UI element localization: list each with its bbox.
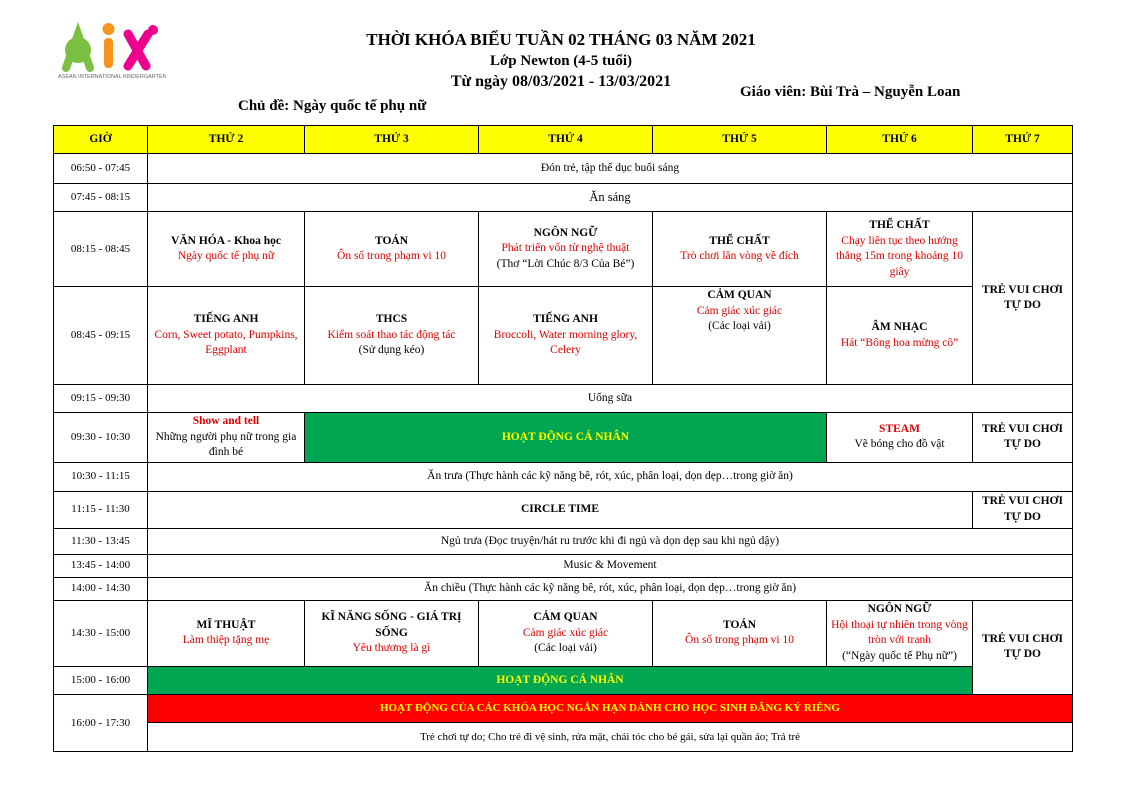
lesson-topic: Ôn số trong phạm vi 10 [337, 250, 446, 263]
time-cell: 16:00 - 17:30 [54, 694, 148, 751]
lesson-note: (Thơ “Lời Chúc 8/3 Của Bé”) [496, 257, 635, 270]
free-play-cell: TRẺ VUI CHƠI TỰ DO [973, 600, 1073, 694]
col-header-wed: THỨ 4 [479, 126, 653, 154]
table-row [54, 694, 1073, 722]
lesson-cell-fri [827, 600, 973, 666]
lesson-cell-thu [653, 600, 827, 666]
circle-time-cell: CIRCLE TIME [148, 491, 973, 528]
table-row [54, 184, 1073, 212]
lesson-cell-fri [827, 287, 973, 385]
lesson-topic: Vẽ bóng cho đồ vật [854, 438, 945, 451]
lesson-title: NGÔN NGỮ [867, 603, 932, 616]
date-range: Từ ngày 08/03/2021 - 13/03/2021 [450, 73, 672, 90]
lesson-title: KĨ NĂNG SỐNG - GIÁ TRỊ SỐNG [321, 611, 462, 639]
time-cell: 14:30 - 15:00 [54, 600, 148, 666]
time-cell: 10:30 - 11:15 [54, 462, 148, 491]
time-cell: 09:15 - 09:30 [54, 385, 148, 413]
lesson-title: Show and tell [192, 415, 260, 428]
table-row [54, 154, 1073, 184]
activity-cell: Ăn trưa (Thực hành các kỹ năng bê, rót, xúc, phân loại, dọn dẹp…trong giờ ăn) [148, 462, 1073, 491]
lesson-title: THỂ CHẤT [709, 234, 770, 247]
lesson-topic: Ngày quốc tế phụ nữ [177, 250, 275, 263]
lesson-topic: Trò chơi lăn vòng về đích [680, 250, 799, 263]
lesson-title: TIẾNG ANH [193, 313, 259, 326]
lesson-title: TOÁN [722, 618, 757, 631]
lesson-title: THCS [375, 313, 408, 326]
table-row [54, 212, 1073, 287]
table-row [54, 722, 1073, 751]
lesson-topic: Chạy liên tục theo hướng thẳng 15m trong khoảng 10 giây [835, 234, 964, 278]
table-row [54, 600, 1073, 666]
time-cell: 08:45 - 09:15 [54, 287, 148, 385]
lesson-note: (“Ngày quốc tế Phụ nữ”) [842, 649, 957, 662]
lesson-topic: Làm thiệp tặng mẹ [182, 634, 270, 647]
table-row [54, 528, 1073, 554]
lesson-note: (Sử dụng kéo) [358, 344, 425, 357]
lesson-topic: Phát triển vốn từ nghệ thuật [501, 242, 630, 255]
lesson-title: NGÔN NGỮ [533, 226, 598, 239]
lesson-title: ÂM NHẠC [871, 321, 928, 334]
time-cell: 11:15 - 11:30 [54, 491, 148, 528]
time-cell: 08:15 - 08:45 [54, 212, 148, 287]
lesson-topic: Những người phụ nữ trong gia đình bé [155, 430, 297, 459]
lesson-note: (Các loại vải) [708, 320, 771, 333]
activity-cell: Ăn chiều (Thực hành các kỹ năng bê, rót, xúc, phân loại, dọn dẹp…trong giờ ăn) [148, 577, 1073, 600]
lesson-cell-fri [827, 413, 973, 463]
individual-activity-cell: HOẠT ĐỘNG CÁ NHÂN [305, 413, 827, 463]
activity-cell: Trẻ chơi tự do; Cho trẻ đi vệ sinh, rửa mặt, chải tóc cho bé gái, sửa lại quần áo; Trả trẻ [148, 722, 1073, 751]
lesson-cell-tue [305, 212, 479, 287]
activity-cell: Uống sữa [148, 385, 1073, 413]
activity-cell: Ngủ trưa (Đọc truyện/hát ru trước khi đi ngủ và dọn dẹp sau khi ngủ dậy) [148, 528, 1073, 554]
lesson-cell-mon [148, 287, 305, 385]
lesson-topic: Yêu thương là gì [352, 642, 431, 655]
short-course-banner: HOẠT ĐỘNG CỦA CÁC KHÓA HỌC NGẮN HẠN DÀNH CHO HỌC SINH ĐĂNG KÝ RIÊNG [148, 694, 1073, 722]
lesson-topic: Cảm giác xúc giác [522, 626, 609, 639]
free-play-cell: TRẺ VUI CHƠI TỰ DO [973, 212, 1073, 385]
lesson-topic: Ôn số trong phạm vi 10 [685, 634, 794, 647]
lesson-topic: Hội thoại tự nhiên trong vòng tròn với tranh [831, 618, 968, 647]
time-cell: 09:30 - 10:30 [54, 413, 148, 463]
free-play-cell: TRẺ VUI CHƠI TỰ DO [973, 413, 1073, 463]
lesson-topic: Hát “Bông hoa mừng cô” [840, 336, 959, 349]
table-row [54, 462, 1073, 491]
table-row [54, 287, 1073, 385]
time-cell: 11:30 - 13:45 [54, 528, 148, 554]
lesson-cell-tue [305, 287, 479, 385]
time-cell: 07:45 - 08:15 [54, 184, 148, 212]
individual-activity-cell: HOẠT ĐỘNG CÁ NHÂN [148, 666, 973, 694]
lesson-cell-wed [479, 212, 653, 287]
class-name: Lớp Newton (4-5 tuổi) [489, 53, 633, 69]
lesson-title: STEAM [879, 422, 920, 435]
lesson-topic: Cảm giác xúc giác [696, 304, 783, 317]
schedule-title: THỜI KHÓA BIỂU TUẦN 02 THÁNG 03 NĂM 2021 [366, 30, 756, 49]
lesson-cell-mon [148, 413, 305, 463]
table-row [54, 491, 1073, 528]
lesson-note: (Các loại vải) [534, 642, 597, 655]
lesson-title: TOÁN [374, 234, 409, 247]
table-row [54, 413, 1073, 463]
lesson-cell-wed [479, 287, 653, 385]
lesson-cell-tue [305, 600, 479, 666]
activity-cell: Music & Movement [148, 554, 1073, 577]
lesson-cell-fri [827, 212, 973, 287]
table-row [54, 385, 1073, 413]
col-header-tue: THỨ 3 [305, 126, 479, 154]
logo-subtext-line: ASEAN INTERNATIONAL KINDERGARTEN [58, 74, 166, 80]
col-header-sat: THỨ 7 [973, 126, 1073, 154]
lesson-topic: Broccoli, Water morning glory, Celery [493, 328, 638, 357]
lesson-topic: Kiểm soát thao tác động tác [327, 328, 456, 341]
teacher-names: Giáo viên: Bùi Trà – Nguyễn Loan [740, 84, 961, 100]
col-header-thu: THỨ 5 [653, 126, 827, 154]
lesson-title: VĂN HÓA - Khoa học [171, 234, 281, 247]
lesson-title: THỂ CHẤT [869, 219, 930, 232]
free-play-cell: TRẺ VUI CHƠI TỰ DO [973, 491, 1073, 528]
lesson-title: TIẾNG ANH [533, 313, 598, 326]
lesson-title: CẢM QUAN [707, 289, 772, 302]
time-cell: 13:45 - 14:00 [54, 554, 148, 577]
header-row [54, 126, 1073, 154]
timetable [53, 125, 1073, 752]
col-header-fri: THỨ 6 [827, 126, 973, 154]
time-cell: 14:00 - 14:30 [54, 577, 148, 600]
lesson-title: MĨ THUẬT [196, 618, 256, 631]
table-row [54, 554, 1073, 577]
col-header-mon: THỨ 2 [148, 126, 305, 154]
theme-label: Chủ đề: Ngày quốc tế phụ nữ [238, 98, 427, 114]
table-row [54, 666, 1073, 694]
lesson-cell-thu [653, 287, 827, 385]
col-header-time: GIỜ [54, 126, 148, 154]
time-cell: 06:50 - 07:45 [54, 154, 148, 184]
lesson-cell-thu [653, 212, 827, 287]
lesson-cell-mon [148, 212, 305, 287]
table-row [54, 577, 1073, 600]
lesson-cell-mon [148, 600, 305, 666]
lesson-title: CẢM QUAN [533, 611, 598, 624]
lesson-cell-wed [479, 600, 653, 666]
activity-cell: Ăn sáng [148, 184, 1073, 212]
lesson-topic: Corn, Sweet potato, Pumpkins, Eggplant [154, 328, 298, 357]
time-cell: 15:00 - 16:00 [54, 666, 148, 694]
activity-cell: Đón trẻ, tập thể dục buổi sáng [148, 154, 1073, 184]
